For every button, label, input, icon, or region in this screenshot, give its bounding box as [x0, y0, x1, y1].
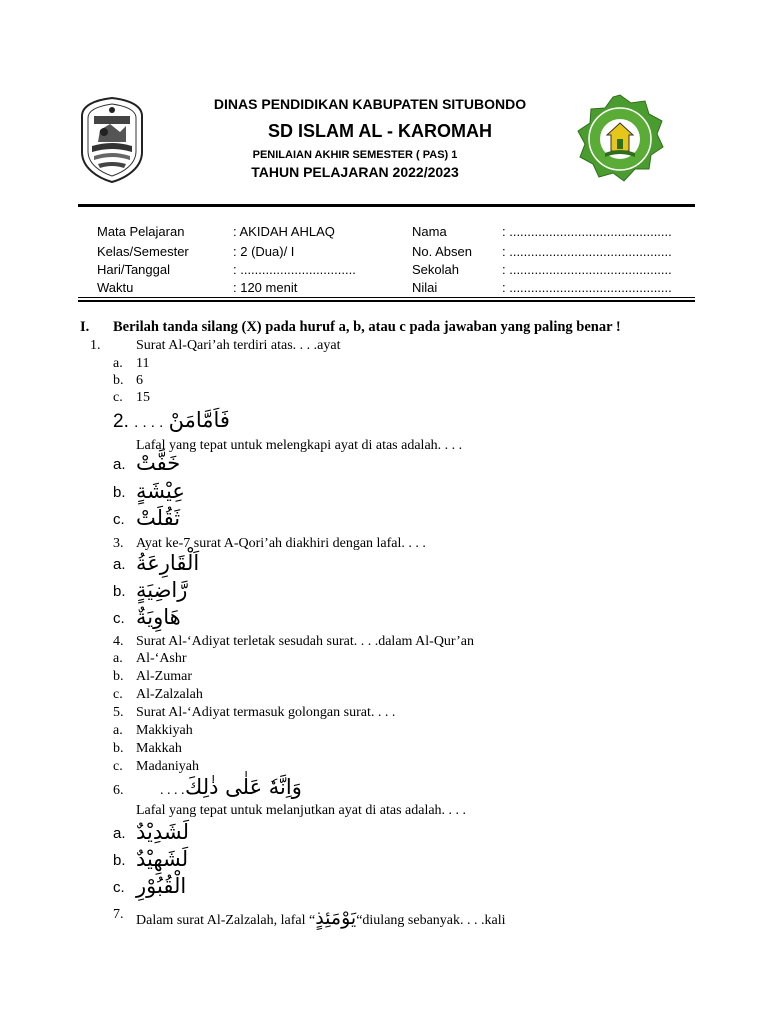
- option-letter: c.: [113, 759, 123, 774]
- info-divider-bottom: [78, 300, 695, 302]
- arabic-verse: فَاَمَّامَنْ: [168, 408, 230, 432]
- exam-title: PENILAIAN AKHIR SEMESTER ( PAS) 1: [252, 149, 458, 161]
- option-a[interactable]: [113, 651, 187, 667]
- question-text: Dalam surat Al-Zalzalah, lafal “: [136, 913, 316, 928]
- option-b[interactable]: [113, 578, 188, 602]
- question-3: [113, 536, 426, 552]
- option-text: لَشَدِيْدٌ: [136, 820, 190, 844]
- info-label: Nilai: [412, 280, 438, 295]
- info-label: Nama: [412, 224, 447, 239]
- name-field[interactable]: : .............................................: [502, 224, 672, 239]
- question-number: 3.: [113, 536, 124, 551]
- info-label: Mata Pelajaran: [97, 224, 185, 239]
- info-value: : 120 menit: [233, 280, 298, 295]
- option-b[interactable]: [113, 741, 182, 757]
- option-letter: c.: [113, 687, 123, 702]
- option-c[interactable]: [113, 390, 150, 406]
- option-text: Makkah: [136, 741, 182, 756]
- option-c[interactable]: [113, 874, 187, 898]
- option-b[interactable]: [113, 669, 192, 685]
- info-divider-top: [78, 297, 695, 298]
- school-logo: [575, 93, 665, 185]
- option-letter: b.: [113, 373, 124, 388]
- info-label: Kelas/Semester: [97, 244, 189, 259]
- option-text: لَشَهِيْدٌ: [136, 847, 189, 871]
- option-text: Al-Zumar: [136, 669, 192, 684]
- option-text: هَاوِيَةٌ: [136, 605, 181, 629]
- option-a[interactable]: [113, 551, 200, 575]
- option-a[interactable]: [113, 820, 190, 844]
- option-letter: b.: [113, 852, 126, 869]
- option-b[interactable]: [113, 479, 185, 503]
- school-name: SD ISLAM AL - KAROMAH: [268, 121, 492, 141]
- info-label: Waktu: [97, 280, 134, 295]
- option-c[interactable]: [113, 759, 199, 775]
- info-value: : AKIDAH AHLAQ: [233, 224, 335, 239]
- option-text: Al-‘Ashr: [136, 651, 187, 666]
- arabic-word: يَوْمَئِذٍ: [315, 907, 357, 929]
- option-text: عِيْشَةٍ: [136, 479, 185, 503]
- option-letter: b.: [113, 484, 126, 501]
- option-letter: c.: [113, 610, 125, 627]
- option-c[interactable]: [113, 605, 181, 629]
- question-text: Lafal yang tepat untuk melengkapi ayat di atas adalah. . . .: [136, 438, 463, 453]
- question-2: [113, 408, 230, 433]
- regency-emblem-logo: [80, 96, 144, 184]
- info-value: : 2 (Dua)/ I: [233, 244, 295, 259]
- question-number: 5.: [113, 705, 124, 720]
- question-number: 4.: [113, 634, 124, 649]
- question-5: [113, 705, 396, 721]
- option-letter: a.: [113, 356, 123, 371]
- option-a[interactable]: [113, 723, 193, 739]
- question-text: Ayat ke-7 surat A-Qori’ah diakhiri dengan lafal. . . .: [136, 536, 426, 551]
- option-letter: a.: [113, 651, 123, 666]
- question-text: Surat Al-‘Adiyat termasuk golongan surat. . . .: [136, 705, 396, 720]
- option-c[interactable]: [113, 687, 203, 703]
- info-value: : ................................: [233, 262, 356, 277]
- question-dots: . . . .: [134, 414, 164, 431]
- option-letter: a.: [113, 556, 126, 573]
- info-label: Hari/Tanggal: [97, 262, 170, 277]
- absen-field[interactable]: : .............................................: [502, 244, 672, 259]
- option-letter: c.: [113, 390, 123, 405]
- question-text: Lafal yang tepat untuk melanjutkan ayat di atas adalah. . . .: [136, 803, 467, 818]
- option-letter: a.: [113, 723, 123, 738]
- question-1: [90, 338, 341, 354]
- question-number: 6.: [113, 783, 124, 798]
- option-text: الْقُبُوْرِ: [136, 874, 187, 898]
- arabic-verse: وَاِنَّهٗ عَلٰى ذٰلِكَ: [185, 775, 302, 799]
- option-a[interactable]: [113, 356, 150, 372]
- section-instruction: Berilah tanda silang (X) pada huruf a, b, atau c pada jawaban yang paling benar !: [113, 319, 621, 335]
- question-text: Surat Al-‘Adiyat terletak sesudah surat. . . .dalam Al-Qur’an: [136, 634, 474, 649]
- option-letter: b.: [113, 741, 124, 756]
- question-text-end: “diulang sebanyak. . . .kali: [356, 913, 506, 928]
- option-text: Al-Zalzalah: [136, 687, 203, 702]
- question-7: [113, 907, 506, 929]
- question-number: 2.: [113, 411, 129, 432]
- option-text: Makkiyah: [136, 723, 193, 738]
- option-b[interactable]: [113, 847, 189, 871]
- option-letter: c.: [113, 879, 125, 896]
- option-c[interactable]: [113, 506, 181, 530]
- school-field[interactable]: : .............................................: [502, 262, 672, 277]
- option-text: خَفَّتْ: [136, 451, 181, 475]
- header-divider: [78, 204, 695, 207]
- option-text: 15: [136, 390, 150, 405]
- option-b[interactable]: [113, 373, 143, 389]
- school-year: TAHUN PELAJARAN 2022/2023: [251, 164, 459, 180]
- option-text: ثَقُلَتْ: [136, 506, 181, 530]
- option-text: Madaniyah: [136, 759, 199, 774]
- question-4: [113, 634, 474, 650]
- agency-title: DINAS PENDIDIKAN KABUPATEN SITUBONDO: [213, 96, 527, 112]
- option-text: رَّاضِيَةٍ: [136, 578, 188, 602]
- option-letter: c.: [113, 511, 125, 528]
- score-field[interactable]: : .............................................: [502, 280, 672, 295]
- option-text: 6: [136, 373, 143, 388]
- question-text: Surat Al-Qari’ah terdiri atas. . . .ayat: [136, 338, 341, 353]
- option-letter: b.: [113, 669, 124, 684]
- section-heading: [80, 319, 720, 336]
- option-text: اَلْقَارِعَةُ: [136, 551, 200, 575]
- question-number: 1.: [90, 338, 101, 353]
- info-label: Sekolah: [412, 262, 459, 277]
- option-a[interactable]: [113, 451, 181, 475]
- info-label: No. Absen: [412, 244, 472, 259]
- option-letter: a.: [113, 825, 126, 842]
- option-text: 11: [136, 356, 150, 371]
- option-letter: b.: [113, 583, 126, 600]
- section-numeral: I.: [80, 319, 90, 335]
- question-dots: . . . .: [160, 783, 185, 798]
- option-letter: a.: [113, 456, 126, 473]
- question-number: 7.: [113, 907, 124, 922]
